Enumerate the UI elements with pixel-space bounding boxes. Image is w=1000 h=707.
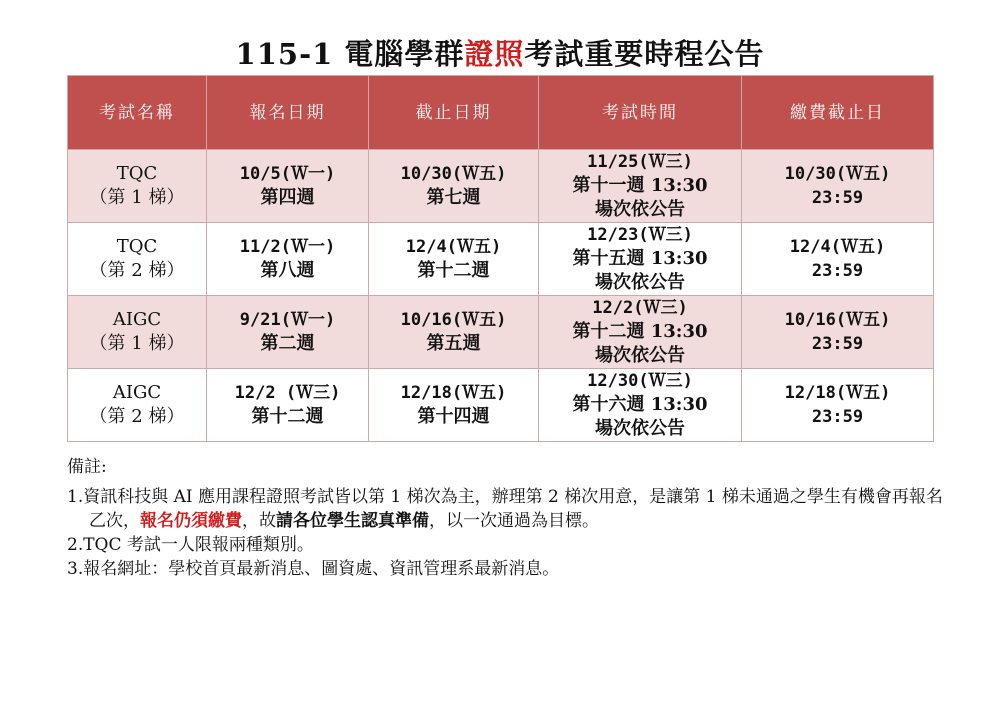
table-row [68, 223, 934, 296]
payment-date: 12/4(Ｗ五) [789, 237, 886, 257]
note-item-2: 2.TQC 考試一人限報兩種類別。 [67, 535, 314, 555]
payment-deadline-cell [742, 296, 934, 369]
register-date: 12/2 (Ｗ三) [234, 383, 341, 403]
exam-batch: （第 1 梯） [89, 187, 185, 208]
deadline-date: 12/4(Ｗ五) [405, 237, 502, 257]
exam-week-time: 第十五週 13:30 [572, 248, 708, 269]
notes-header: 備註: [67, 457, 107, 477]
title-suffix: 考試重要時程公告 [524, 37, 765, 71]
exam-date: 12/23(Ｗ三) [587, 225, 693, 245]
table-row [68, 296, 934, 369]
register-date-cell [207, 223, 369, 296]
register-date: 10/5(Ｗ一) [239, 164, 336, 184]
payment-date: 10/16(Ｗ五) [784, 310, 891, 330]
register-date-cell [207, 369, 369, 442]
note-1-text-2: ，故 [242, 511, 276, 531]
table-row [68, 369, 934, 442]
payment-date: 12/18(Ｗ五) [784, 383, 891, 403]
exam-date: 12/30(Ｗ三) [587, 371, 693, 391]
exam-name: AIGC [112, 382, 162, 403]
register-date-cell [207, 150, 369, 223]
payment-time: 23:59 [811, 334, 864, 354]
deadline-date: 12/18(Ｗ五) [400, 383, 507, 403]
exam-session-note: 場次依公告 [595, 272, 685, 293]
note-1-bold-text: 請各位學生認真準備 [276, 511, 429, 531]
register-week: 第二週 [260, 333, 315, 354]
payment-date: 10/30(Ｗ五) [784, 164, 891, 184]
deadline-week: 第七週 [426, 187, 481, 208]
deadline-date-cell [369, 150, 539, 223]
note-1-text-3: ，以一次通過為目標。 [429, 511, 599, 531]
deadline-week: 第十二週 [417, 260, 490, 281]
deadline-date-cell [369, 296, 539, 369]
payment-time: 23:59 [811, 407, 864, 427]
exam-week-time: 第十六週 13:30 [572, 394, 708, 415]
deadline-date-cell [369, 369, 539, 442]
exam-name: AIGC [112, 309, 162, 330]
exam-name: TQC [116, 236, 158, 257]
exam-date: 11/25(Ｗ三) [587, 152, 693, 172]
exam-name-cell [68, 296, 207, 369]
exam-date: 12/2(Ｗ三) [592, 298, 688, 318]
exam-week-time: 第十一週 13:30 [572, 175, 708, 196]
exam-batch: （第 2 梯） [89, 260, 185, 281]
payment-deadline-cell [742, 369, 934, 442]
exam-batch: （第 2 梯） [89, 406, 185, 427]
exam-name-cell [68, 223, 207, 296]
exam-time-cell [539, 296, 742, 369]
exam-session-note: 場次依公告 [595, 345, 685, 366]
note-1-text: 1.資訊科技與 AI 應用課程證照考試皆以第 1 梯次為主，辦理第 2 梯次用意，是讓第 1 梯未通過之學生有機會再報名乙次， [67, 487, 943, 531]
exam-session-note: 場次依公告 [595, 199, 685, 220]
exam-name-cell [68, 369, 207, 442]
exam-name: TQC [116, 163, 158, 184]
title-highlight: 證照 [464, 37, 525, 71]
exam-batch: （第 1 梯） [89, 333, 185, 354]
payment-time: 23:59 [811, 188, 864, 208]
note-item-1 [67, 485, 947, 533]
payment-deadline-cell [742, 150, 934, 223]
note-item-3: 3.報名網址：學校首頁最新消息、圖資處、資訊管理系最新消息。 [67, 559, 560, 579]
schedule-table [67, 75, 934, 442]
deadline-date: 10/30(Ｗ五) [400, 164, 507, 184]
exam-time-cell [539, 369, 742, 442]
header-deadline-date: 截止日期 [369, 76, 539, 150]
register-week: 第四週 [260, 187, 315, 208]
register-week: 第十二週 [251, 406, 324, 427]
exam-name-cell [68, 150, 207, 223]
table-row [68, 150, 934, 223]
deadline-date: 10/16(Ｗ五) [400, 310, 507, 330]
register-week: 第八週 [260, 260, 315, 281]
exam-week-time: 第十二週 13:30 [572, 321, 708, 342]
deadline-week: 第五週 [426, 333, 481, 354]
table-header-row [68, 76, 934, 150]
exam-time-cell [539, 150, 742, 223]
payment-time: 23:59 [811, 261, 864, 281]
header-payment-deadline: 繳費截止日 [742, 76, 934, 150]
register-date: 9/21(Ｗ一) [239, 310, 336, 330]
notes-section [67, 455, 947, 581]
page-title [0, 32, 1000, 73]
header-exam-time: 考試時間 [539, 76, 742, 150]
header-register-date: 報名日期 [207, 76, 369, 150]
payment-deadline-cell [742, 223, 934, 296]
title-prefix: 115-1 電腦學群 [235, 37, 465, 71]
deadline-date-cell [369, 223, 539, 296]
register-date-cell [207, 296, 369, 369]
register-date: 11/2(Ｗ一) [239, 237, 336, 257]
exam-time-cell [539, 223, 742, 296]
exam-session-note: 場次依公告 [595, 418, 685, 439]
note-1-red-text: 報名仍須繳費 [140, 511, 242, 531]
deadline-week: 第十四週 [417, 406, 490, 427]
header-exam-name: 考試名稱 [68, 76, 207, 150]
